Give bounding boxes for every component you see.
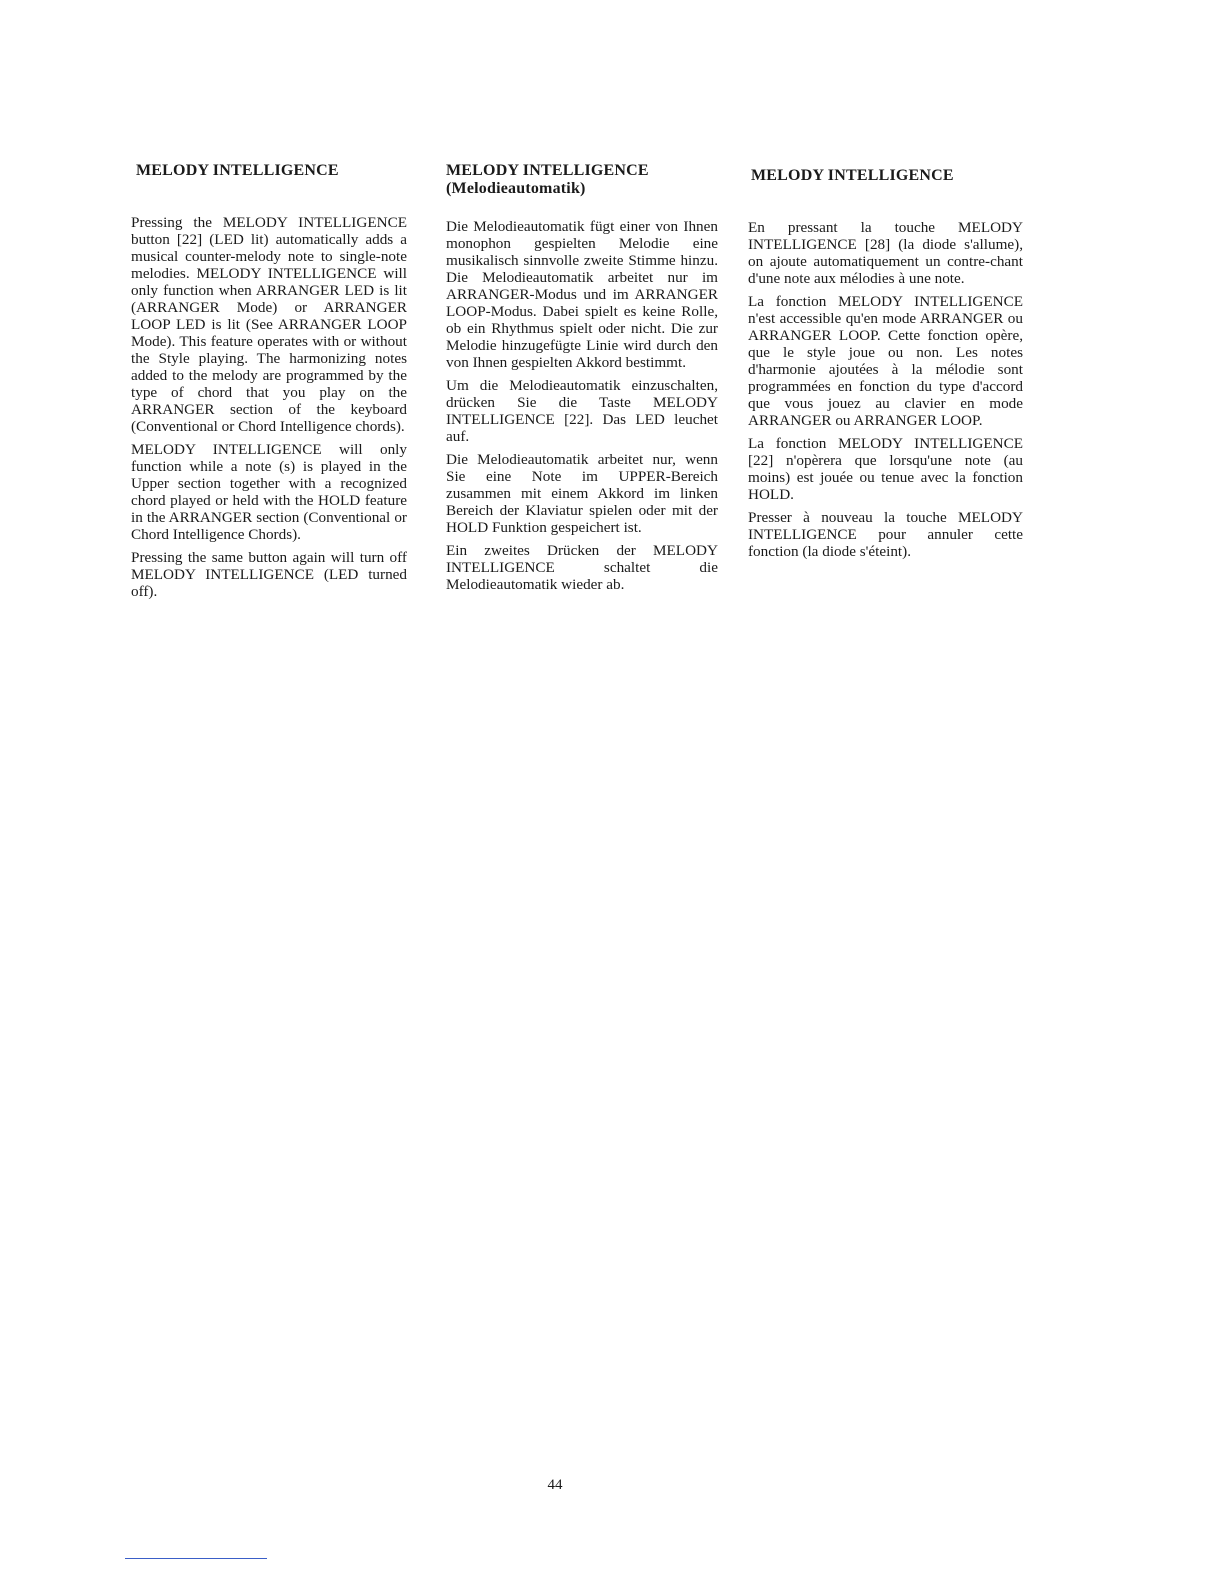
paragraph: Pressing the same button again will turn off MELODY INTELLIGENCE (LED turned off). xyxy=(131,549,407,600)
column-body xyxy=(446,218,718,599)
paragraph: Ein zweites Drücken der MELODY INTELLIGENCE schaltet die Melodieautomatik wieder ab. xyxy=(446,542,718,593)
section-heading: MELODY INTELLIGENCE xyxy=(136,162,339,179)
column-german xyxy=(446,162,718,593)
section-subheading: (Melodieautomatik) xyxy=(446,180,586,197)
paragraph: En pressant la touche MELODY INTELLIGENCE [28] (la diode s'allume), on ajoute automatiquement un contre-chant d'une note aux mélodies à une note. xyxy=(748,219,1023,287)
section-heading: MELODY INTELLIGENCE xyxy=(446,162,649,179)
paragraph: Um die Melodieautomatik einzuschalten, drücken Sie die Taste MELODY INTELLIGENCE [22]. Das LED leuchet auf. xyxy=(446,377,718,445)
paragraph: MELODY INTELLIGENCE will only function while a note (s) is played in the Upper section together with a recognized chord played or held with the HOLD feature in the ARRANGER section (Conventional or Chord Intelligence Chords). xyxy=(131,441,407,543)
paragraph: Die Melodieautomatik arbeitet nur, wenn Sie eine Note im UPPER-Bereich zusammen mit einem Akkord im linken Bereich der Klaviatur spielen oder mit der HOLD Funktion gespeichert ist. xyxy=(446,451,718,536)
footer-divider xyxy=(125,1558,267,1559)
column-english xyxy=(131,162,407,600)
section-heading: MELODY INTELLIGENCE xyxy=(751,167,954,184)
paragraph: Pressing the MELODY INTELLIGENCE button [22] (LED lit) automatically adds a musical counter-melody note to single-note melodies. MELODY INTELLIGENCE will only function when ARRANGER LED is lit (ARRANGER Mode) or ARRANGER LOOP LED is lit (See ARRANGER LOOP Mode). This feature operates with or without the Style playing. The harmonizing notes added to the melody are programmed by the type of chord that you play on the ARRANGER section of the keyboard (Conventional or Chord Intelligence chords). xyxy=(131,214,407,435)
page-number: 44 xyxy=(547,1477,563,1493)
paragraph: Presser à nouveau la touche MELODY INTELLIGENCE pour annuler cette fonction (la diode s'éteint). xyxy=(748,509,1023,560)
column-body xyxy=(131,214,407,606)
paragraph: Die Melodieautomatik fügt einer von Ihnen monophon gespielten Melodie eine musikalisch sinnvolle zweite Stimme hinzu. Die Melodieautomatik arbeitet nur im ARRANGER-Modus und im ARRANGER LOOP-Modus. Dabei spielt es keine Rolle, ob ein Rhythmus spielt oder nicht. Die zur Melodie hinzugefügte Linie wird durch den von Ihnen gespielten Akkord bestimmt. xyxy=(446,218,718,371)
paragraph: La fonction MELODY INTELLIGENCE n'est accessible qu'en mode ARRANGER ou ARRANGER LOOP. Cette fonction opère, que le style joue ou non. Les notes d'harmonie ajoutées à la mélodie sont programmées en fonction du type d'accord que vous jouez au clavier en mode ARRANGER ou ARRANGER LOOP. xyxy=(748,293,1023,429)
column-body xyxy=(748,219,1023,566)
paragraph: La fonction MELODY INTELLIGENCE [22] n'opèrera que lorsqu'une note (au moins) est jouée ou tenue avec la fonction HOLD. xyxy=(748,435,1023,503)
column-french xyxy=(748,162,1023,560)
